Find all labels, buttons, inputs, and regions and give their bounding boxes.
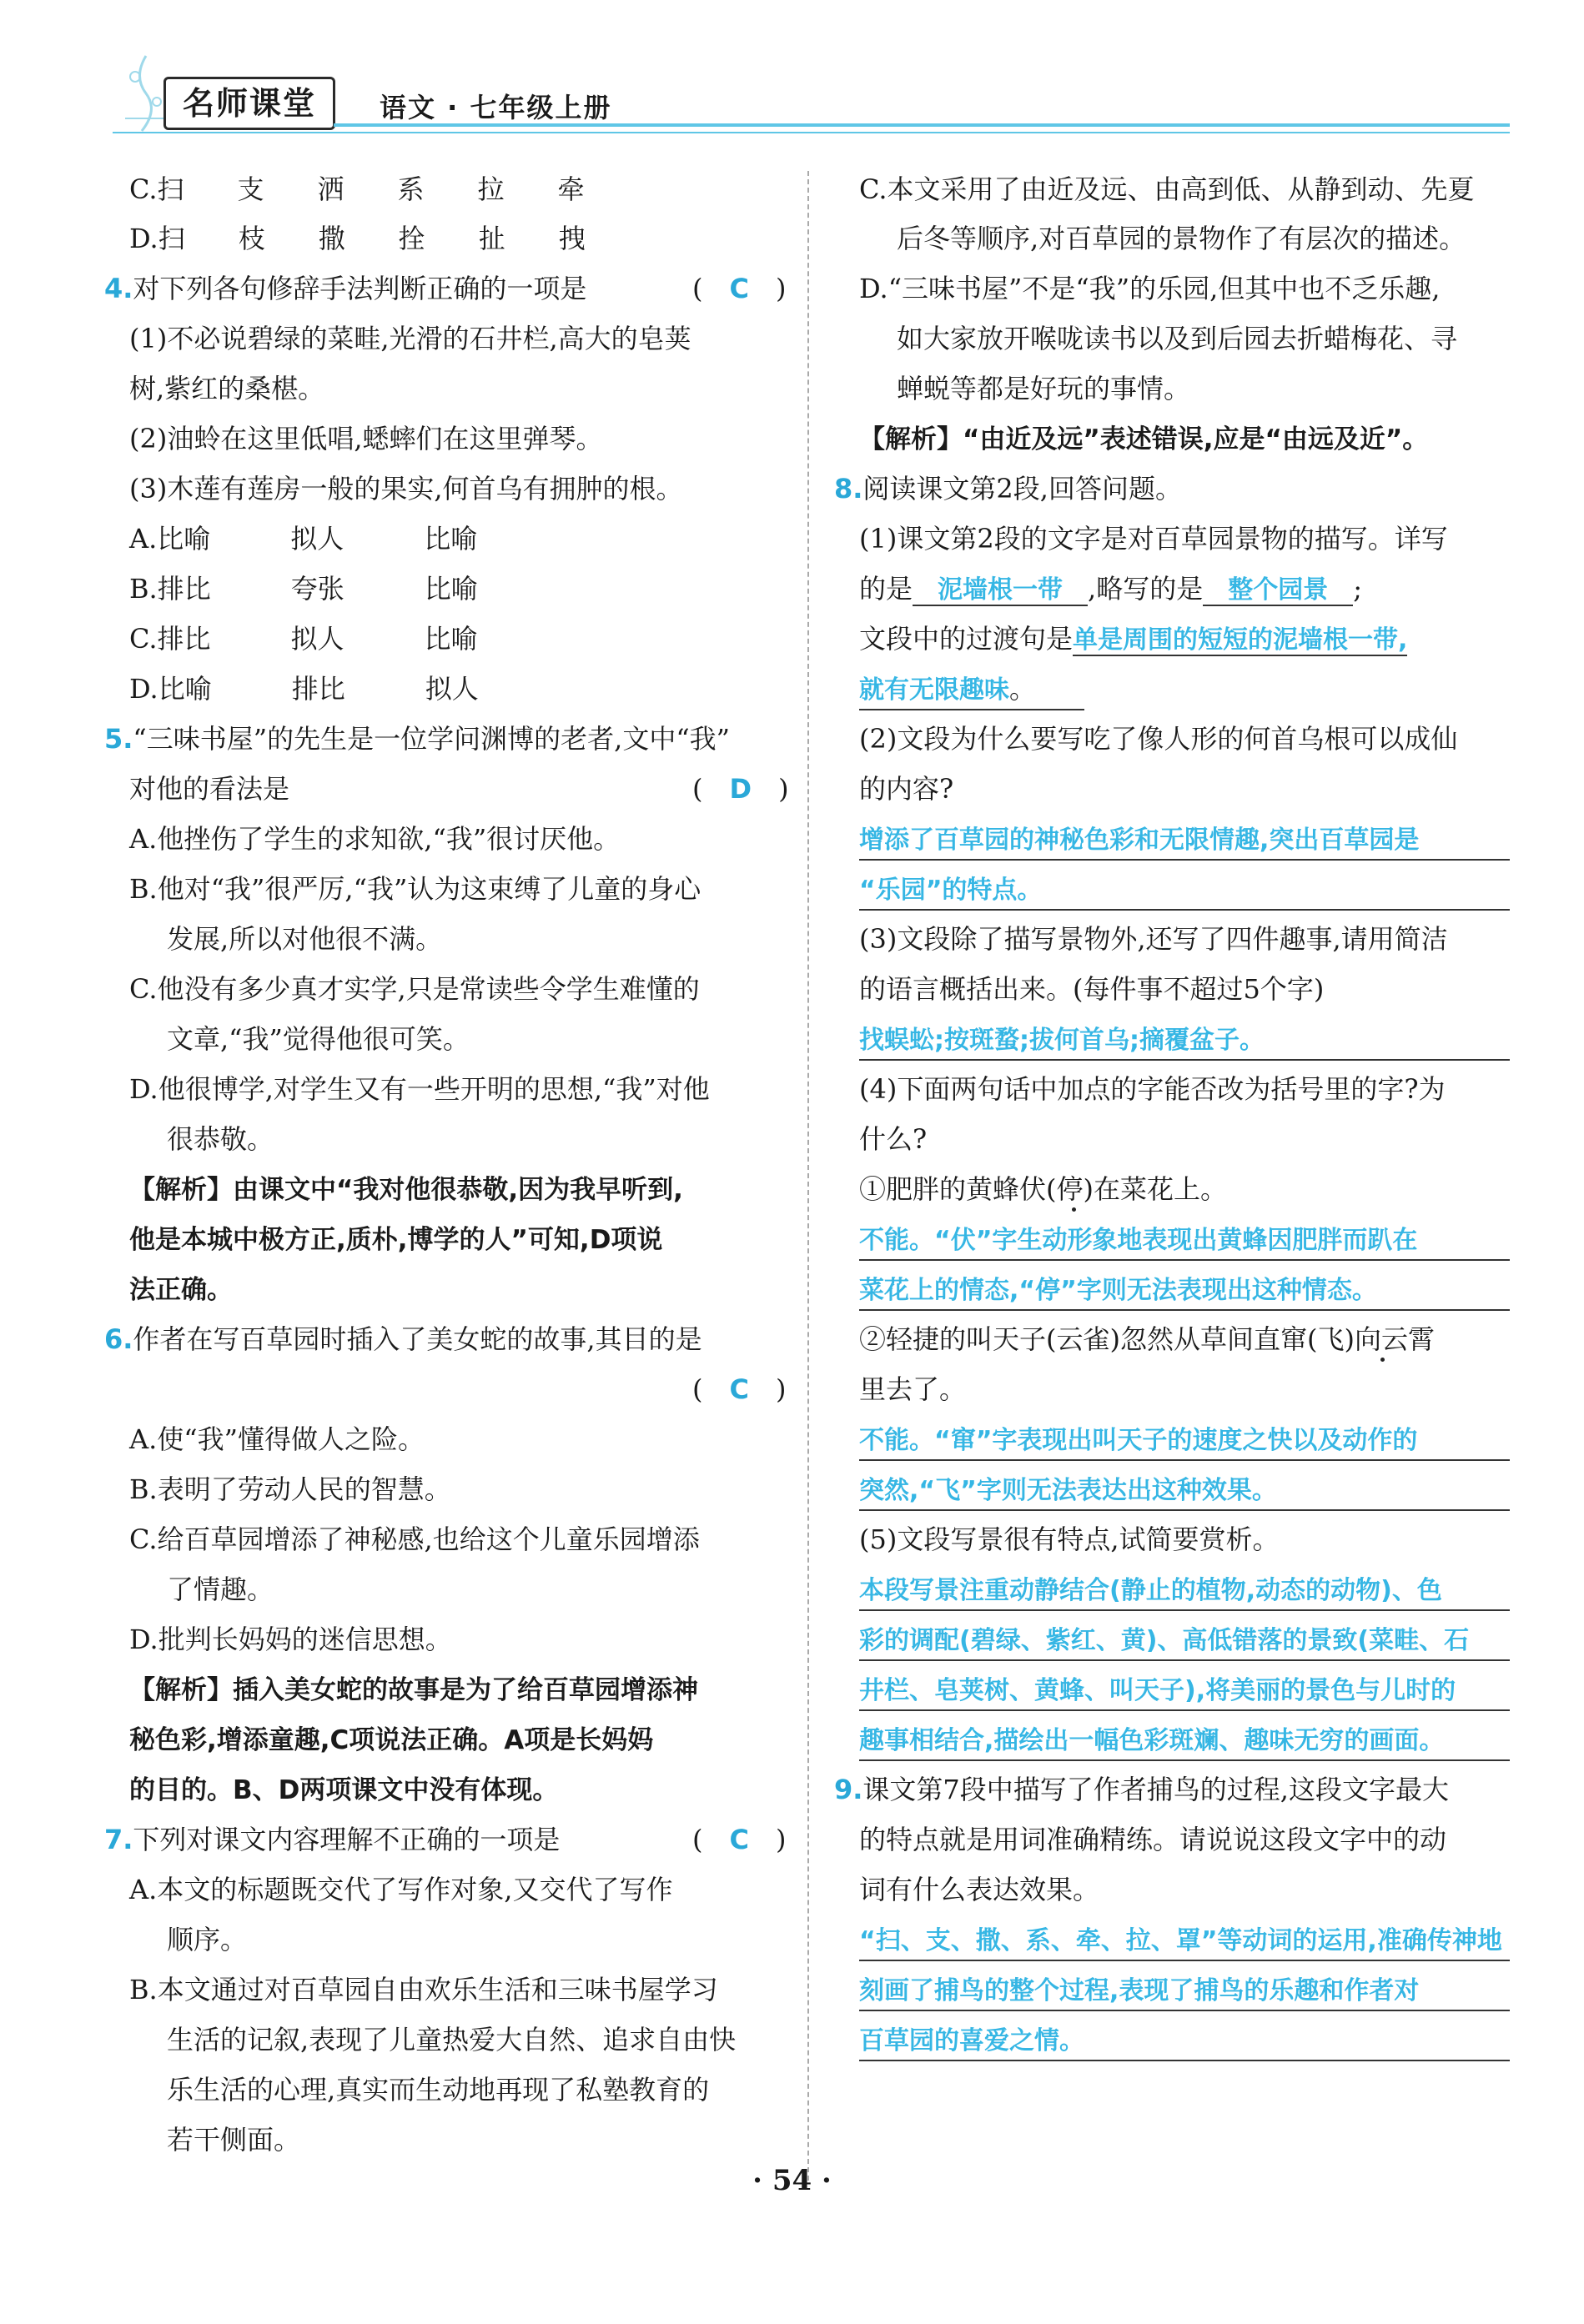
line-text: 蝉蜕等都是好玩的事情。: [897, 373, 1191, 404]
bracket-close: ): [752, 773, 789, 805]
text-line: [859, 971, 1324, 1007]
text-line: [859, 1421, 1417, 1459]
text-line: [129, 971, 700, 1007]
brand-logo: 名师课堂: [163, 77, 335, 130]
analysis-text: 【解析】插入美女蛇的故事是为了给百草园增添神: [129, 1675, 698, 1705]
text-line: [129, 1221, 662, 1258]
text-line: [129, 1071, 710, 1107]
bracket-open: (: [692, 1824, 730, 1855]
text-line: [129, 470, 683, 507]
text-line: [834, 1771, 1449, 1808]
text-line: [859, 821, 1419, 859]
line-text: A.他挫伤了学生的求知欲,“我”很讨厌他。: [129, 823, 621, 855]
choice-answer: D: [729, 773, 752, 805]
handwritten-answer: 百草园的喜爱之情。: [859, 2026, 1084, 2055]
text-line: [897, 370, 1190, 407]
text-line: [859, 620, 1407, 659]
handwritten-answer: 井栏、皂荚树、黄蜂、叫天子),将美丽的景色与儿时的: [859, 1676, 1456, 1705]
line-text: B.表明了劳动人民的智慧。: [129, 1473, 451, 1505]
line-text: 很恭敬。: [167, 1123, 274, 1155]
line-text: 课文第7段中描写了作者捕鸟的过程,这段文字最大: [862, 1774, 1449, 1805]
answer-underline: [859, 1309, 1510, 1311]
text-line: [859, 1871, 1099, 1908]
text-line: [859, 270, 1440, 307]
answer-underline: [859, 909, 1510, 911]
analysis-text: 【解析】由课文中“我对他很恭敬,因为我早听到,: [129, 1175, 683, 1205]
handwritten-answer: 增添了百草园的神秘色彩和无限情趣,突出百草园是: [859, 826, 1420, 855]
handwritten-answer: 彩的调配(碧绿、紫红、黄)、高低错落的景致(菜畦、石: [859, 1626, 1470, 1655]
line-text: 若干侧面。: [167, 2124, 301, 2156]
question-number: 4.: [104, 273, 133, 304]
answer-underline: [859, 1509, 1510, 1511]
line-text: 顺序。: [167, 1924, 248, 1955]
text-line: [897, 220, 1466, 257]
text-line: [129, 320, 691, 357]
text-line: [129, 370, 324, 407]
text-line: [859, 770, 953, 807]
line-text: D.“三味书屋”不是“我”的乐园,但其中也不乏乐趣,: [859, 273, 1441, 304]
choice-answer: C: [729, 1373, 749, 1405]
line-text: 里去了。: [859, 1373, 967, 1405]
text-line: [897, 320, 1457, 357]
line-text: (2)油蛉在这里低唱,蟋蟀们在这里弹琴。: [129, 423, 603, 454]
line-text: A.使“我”懂得做人之险。: [129, 1423, 425, 1455]
line-text: 什么?: [859, 1123, 928, 1155]
answer-bracket: [692, 1371, 786, 1408]
line-text: 阅读课文第2段,回答问题。: [862, 473, 1182, 504]
text-line: [129, 1471, 451, 1508]
page-number: · 54 ·: [752, 2164, 832, 2197]
analysis-text: 秘色彩,增添童趣,C项说法正确。A项是长妈妈: [129, 1725, 654, 1755]
line-text: C.扫 支 洒 系 拉 牵: [129, 173, 585, 205]
text-line: [129, 1521, 700, 1558]
bracket-close: ): [748, 273, 787, 304]
line-text: C.他没有多少真才实学,只是常读些令学生难懂的: [129, 973, 700, 1005]
bracket-close: ): [748, 1373, 787, 1405]
handwritten-answer: 就有无限趣味: [859, 675, 1009, 705]
answer-underline: [859, 1459, 1510, 1461]
line-text: 如大家放开喉咙读书以及到后园去折蜡梅花、寻: [897, 323, 1458, 354]
line-text: ①肥胖的黄蜂伏(停)在菜花上。: [859, 1173, 1227, 1205]
punctuation: ;: [1353, 573, 1362, 605]
text-line: [104, 720, 730, 757]
answer-underline: [859, 1059, 1510, 1061]
text-line: [129, 1621, 452, 1658]
choice-answer: C: [729, 273, 749, 304]
handwritten-answer: “乐园”的特点。: [859, 876, 1043, 905]
line-text: D.批判长妈妈的迷信思想。: [129, 1624, 452, 1655]
answer-underline: [859, 709, 1084, 710]
line-text: (4)下面两句话中加点的字能否改为括号里的字?为: [859, 1073, 1446, 1105]
punctuation: 。: [1009, 673, 1037, 705]
line-text: D.比喻 排比 拟人: [129, 673, 479, 705]
text-line: [129, 620, 478, 657]
line-text: (1)不必说碧绿的菜畦,光滑的石井栏,高大的皂荚: [129, 323, 691, 354]
line-text: 生活的记叙,表现了儿童热爱大自然、追求自由快: [167, 2024, 737, 2055]
text-line: [859, 1271, 1377, 1309]
text-line: [859, 1721, 1444, 1759]
handwritten-answer: 突然,“飞”字则无法表达出这种效果。: [859, 1476, 1277, 1505]
line-text: (5)文段写景很有特点,试简要赏析。: [859, 1523, 1280, 1555]
header-rule: [334, 123, 1510, 127]
line-text: 词有什么表达效果。: [859, 1874, 1100, 1905]
line-text: 文段中的过渡句是: [859, 623, 1074, 655]
analysis-text: 他是本城中极方正,质朴,博学的人”可知,D项说: [129, 1225, 663, 1255]
text-line: [129, 570, 478, 607]
text-line: [167, 1921, 247, 1958]
question-number: 6.: [104, 1323, 133, 1355]
text-line: [129, 220, 586, 257]
handwritten-answer: 菜花上的情态,“停”字则无法表现出这种情态。: [859, 1276, 1377, 1305]
line-text: D.他很博学,对学生又有一些开明的思想,“我”对他: [129, 1073, 710, 1105]
line-text: 作者在写百草园时插入了美女蛇的故事,其目的是: [133, 1323, 702, 1355]
question-number: 9.: [834, 1774, 863, 1805]
text-line: [167, 2121, 300, 2158]
text-line: [129, 1871, 672, 1908]
line-text: A.本文的标题既交代了写作对象,又交代了写作: [129, 1874, 673, 1905]
bracket-open: (: [692, 773, 730, 805]
text-line: [129, 1171, 683, 1208]
text-line: [129, 770, 289, 807]
text-line: [129, 1671, 698, 1709]
line-text: (3)木莲有莲房一般的果实,何首乌有拥肿的根。: [129, 473, 683, 504]
text-line: [859, 520, 1448, 557]
line-text: B.他对“我”很严厉,“我”认为这束缚了儿童的身心: [129, 873, 701, 905]
handwritten-answer: 找蜈蚣;按斑蝥;拔何首乌;摘覆盆子。: [859, 1026, 1265, 1055]
text-line: [129, 871, 701, 907]
answer-underline: [859, 2060, 1510, 2061]
handwritten-answer: 本段写景注重动静结合(静止的植物,动态的动物)、色: [859, 1576, 1442, 1605]
blank-answer-3: 单是周围的短短的泥墙根一带,: [1073, 625, 1408, 655]
text-line: [859, 1121, 927, 1157]
analysis-text: 的目的。B、D两项课文中没有体现。: [129, 1775, 559, 1805]
text-line: [129, 1971, 718, 2008]
line-text: (3)文段除了描写景物外,还写了四件趣事,请用简洁: [859, 923, 1448, 955]
text-line: [859, 570, 1362, 609]
emphasis-dot: [1072, 1207, 1076, 1212]
text-line: [859, 1821, 1446, 1858]
text-line: [859, 921, 1448, 957]
answer-underline: [859, 1759, 1510, 1761]
page-header: [0, 0, 1584, 142]
text-line: [859, 1171, 1227, 1207]
header-rule-thin: [113, 132, 1510, 133]
line-text: 文章,“我”觉得他很可笑。: [167, 1023, 470, 1055]
line-text: 后冬等顺序,对百草园的景物作了有层次的描述。: [897, 223, 1466, 254]
question-number: 7.: [104, 1824, 133, 1855]
book-subject: 语文 · 七年级上册: [380, 92, 612, 123]
analysis-text: 【解析】“由近及远”表述错误,应是“由远及近”。: [859, 424, 1429, 454]
analysis-text: 法正确。: [129, 1275, 233, 1305]
text-line: [129, 670, 479, 707]
handwritten-answer: 刻画了捕鸟的整个过程,表现了捕鸟的乐趣和作者对: [859, 1976, 1420, 2005]
question-number: 5.: [104, 723, 133, 755]
answer-underline: [859, 1259, 1510, 1261]
blank-answer-2: 整个园景: [1203, 575, 1354, 605]
line-text: (2)文段为什么要写吃了像人形的何首乌根可以成仙: [859, 723, 1458, 755]
text-line: [129, 1721, 653, 1759]
text-line: [859, 1021, 1265, 1059]
line-text: C.本文采用了由近及远、由高到低、从静到动、先夏: [859, 173, 1475, 205]
text-line: [167, 1121, 274, 1157]
line-text: 的特点就是用词准确精练。请说说这段文字中的动: [859, 1824, 1447, 1855]
line-text: 的是: [859, 573, 913, 605]
line-text: A.比喻 拟人 比喻: [129, 523, 478, 555]
line-text: C.给百草园增添了神秘感,也给这个儿童乐园增添: [129, 1523, 700, 1555]
column-divider: [807, 171, 809, 2181]
answer-underline: [859, 1659, 1510, 1661]
text-line: [859, 1471, 1277, 1509]
text-line: [129, 1421, 425, 1458]
handwritten-answer: 不能。“窜”字表现出叫天子的速度之快以及动作的: [859, 1426, 1418, 1455]
answer-underline: [859, 1709, 1510, 1711]
line-text: 树,紫红的桑椹。: [129, 373, 325, 404]
text-line: [104, 1321, 702, 1358]
answer-underline: [859, 859, 1510, 861]
text-line: [859, 171, 1475, 208]
text-line: [129, 1271, 233, 1308]
text-line: [167, 921, 442, 957]
bracket-open: (: [692, 273, 730, 304]
line-text: 对下列各句修辞手法判断正确的一项是: [133, 273, 587, 304]
text-line: [859, 1671, 1456, 1709]
line-text: D.扫 枝 撒 拴 扯 拽: [129, 223, 586, 254]
text-line: [859, 420, 1428, 458]
text-line: [859, 1321, 1435, 1358]
emphasis-dot: [1380, 1358, 1385, 1362]
text-line: [859, 670, 1036, 709]
text-line: [859, 1221, 1417, 1259]
text-line: [129, 1771, 558, 1809]
handwritten-answer: “扫、支、撒、系、牵、拉、罩”等动词的运用,准确传神地: [859, 1926, 1502, 1955]
handwritten-answer: 趣事相结合,描绘出一幅色彩斑斓、趣味无穷的画面。: [859, 1726, 1445, 1755]
line-text: C.排比 拟人 比喻: [129, 623, 478, 655]
line-text: B.本文通过对百草园自由欢乐生活和三味书屋学习: [129, 1974, 718, 2005]
bracket-open: (: [692, 1373, 730, 1405]
text-line: [129, 171, 585, 208]
line-text: 的语言概括出来。(每件事不超过5个字): [859, 973, 1325, 1005]
text-line: [859, 871, 1042, 909]
line-text: 发展,所以对他很不满。: [167, 923, 443, 955]
text-line: [104, 1821, 560, 1858]
text-line: [859, 1621, 1469, 1659]
text-line: [129, 420, 603, 457]
question-number: 8.: [834, 473, 863, 504]
text-line: [167, 2021, 736, 2058]
line-text: B.排比 夸张 比喻: [129, 573, 478, 605]
line-text: ,略写的是: [1088, 573, 1204, 605]
text-line: [167, 1021, 470, 1057]
line-text: ②轻捷的叫天子(云雀)忽然从草间直窜(飞)向云霄: [859, 1323, 1435, 1355]
answer-bracket: [692, 270, 786, 307]
text-line: [859, 1521, 1280, 1558]
text-line: [129, 520, 477, 557]
blank-answer-1: 泥墙根一带: [913, 575, 1089, 605]
answer-underline: [859, 1960, 1510, 1961]
answer-bracket: [692, 1821, 786, 1858]
text-line: [859, 1071, 1446, 1107]
text-line: [167, 1571, 274, 1608]
choice-answer: C: [729, 1824, 749, 1855]
answer-bracket: [692, 770, 789, 807]
text-line: [859, 2021, 1084, 2060]
line-text: 了情趣。: [167, 1574, 274, 1605]
line-text: (1)课文第2段的文字是对百草园景物的描写。详写: [859, 523, 1448, 555]
text-line: [859, 1971, 1419, 2010]
answer-underline: [859, 1609, 1510, 1611]
line-text: “三味书屋”的先生是一位学问渊博的老者,文中“我”: [133, 723, 731, 755]
text-line: [859, 1371, 966, 1408]
text-line: [129, 821, 620, 857]
text-line: [167, 2071, 709, 2108]
answer-underline: [859, 2010, 1510, 2011]
line-text: 的内容?: [859, 773, 954, 805]
text-line: [834, 470, 1182, 507]
text-line: [104, 270, 586, 307]
line-text: 对他的看法是: [129, 773, 290, 805]
line-text: 下列对课文内容理解不正确的一项是: [133, 1824, 561, 1855]
text-line: [859, 720, 1457, 757]
text-line: [859, 1921, 1502, 1960]
text-line: [859, 1571, 1442, 1609]
bracket-close: ): [748, 1824, 787, 1855]
handwritten-answer: 不能。“伏”字生动形象地表现出黄蜂因肥胖而趴在: [859, 1226, 1418, 1255]
line-text: 乐生活的心理,真实而生动地再现了私塾教育的: [167, 2074, 710, 2106]
